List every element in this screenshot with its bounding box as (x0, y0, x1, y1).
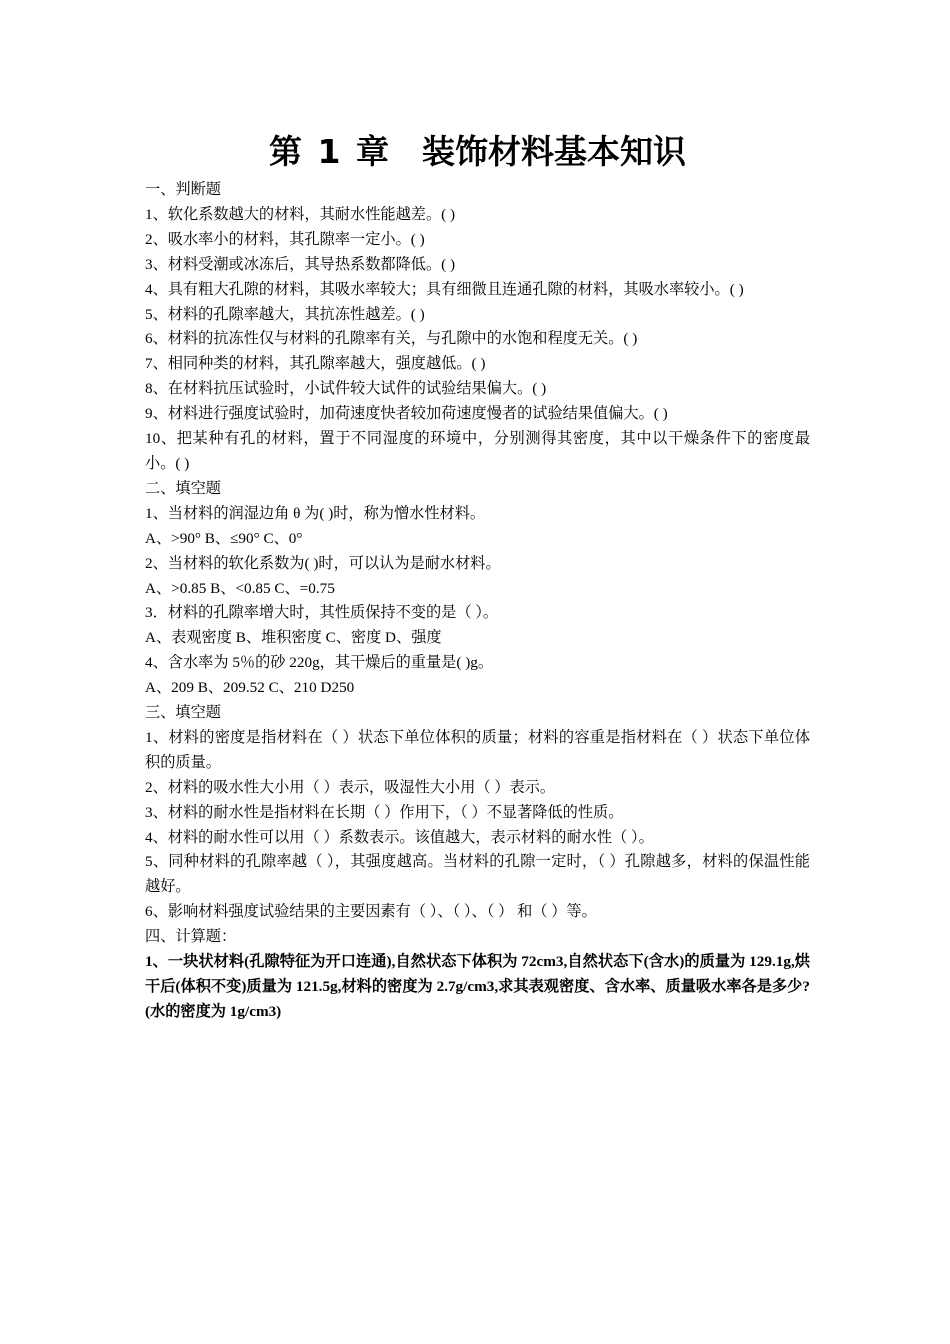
question-text: 2、当材料的软化系数为( )时，可以认为是耐水材料。 (145, 554, 501, 572)
question-text: 3、材料的耐水性是指材料在长期（ ）作用下，（ ）不显著降低的性质。 (145, 803, 624, 821)
document-page (145, 128, 810, 1025)
section-heading-fill-blank: 二、填空题 (145, 479, 221, 497)
question-text: 5、同种材料的孔隙率越（ ），其强度越高。当材料的孔隙一定时，（ ）孔隙越多，材料的保温性能越好。 (145, 853, 810, 896)
question-text: 2、材料的吸水性大小用（ ）表示，吸湿性大小用（ ）表示。 (145, 778, 556, 796)
question-text: 4、具有粗大孔隙的材料，其吸水率较大；具有细微且连通孔隙的材料，其吸水率较小。( ) (145, 280, 744, 298)
section-heading-calculation: 四、计算题： (145, 928, 237, 946)
question-text: 5、材料的孔隙率越大，其抗冻性越差。( ) (145, 305, 425, 323)
question-text: 4、材料的耐水性可以用（ ）系数表示。该值越大，表示材料的耐水性（ ）。 (145, 828, 654, 846)
question-text: 1、软化系数越大的材料，其耐水性能越差。( ) (145, 205, 456, 223)
question-text: 8、在材料抗压试验时，小试件较大试件的试验结果偏大。( ) (145, 380, 547, 398)
question-text: 1、材料的密度是指材料在（ ）状态下单位体积的质量；材料的容重是指材料在（ ）状态下单位体积的质量。 (145, 728, 810, 771)
question-text: 9、材料进行强度试验时，加荷速度快者较加荷速度慢者的试验结果值偏大。( ) (145, 405, 668, 423)
answer-options: A、表观密度 B、堆积密度 C、密度 D、强度 (145, 629, 442, 647)
answer-options: A、>90° B、≤90° C、0° (145, 529, 303, 547)
question-text: 6、材料的抗冻性仅与材料的孔隙率有关，与孔隙中的水饱和程度无关。( ) (145, 330, 638, 348)
question-text: 3、材料受潮或冰冻后，其导热系数都降低。( ) (145, 255, 456, 273)
question-text: 4、含水率为 5％的砂 220g，其干燥后的重量是( )g。 (145, 654, 494, 672)
question-text: 3．材料的孔隙率增大时，其性质保持不变的是（ ）。 (145, 604, 499, 622)
question-text: 6、影响材料强度试验结果的主要因素有（ ）、（ ）、（ ） 和（ ）等。 (145, 903, 597, 921)
chapter-title: 第 1 章 装饰材料基本知识 (269, 132, 686, 171)
answer-options: A、>0.85 B、<0.85 C、=0.75 (145, 579, 335, 597)
section-heading-fill-blank-2: 三、填空题 (145, 704, 221, 722)
question-text: 2、吸水率小的材料，其孔隙率一定小。( ) (145, 230, 425, 248)
question-text: 1、当材料的润湿边角 θ 为( )时，称为憎水性材料。 (145, 504, 486, 522)
question-text: 7、相同种类的材料，其孔隙率越大，强度越低。( ) (145, 355, 486, 373)
question-text: 10、把某种有孔的材料，置于不同湿度的环境中，分别测得其密度，其中以干燥条件下的密度最小。( ) (145, 430, 810, 472)
section-heading-true-false: 一、判断题 (145, 181, 221, 198)
calculation-problem: 1、一块状材料(孔隙特征为开口连通),自然状态下体积为 72cm3,自然状态下(含水)的质量为 129.1g,烘干后(体积不变)质量为 121.5g,材料的密度为 2.7g/cm3,求其表观密度、含水率、质量吸水率各是多少?(水的密度为 1g/cm3) (145, 953, 810, 1020)
answer-options: A、209 B、209.52 C、210 D250 (145, 679, 355, 697)
